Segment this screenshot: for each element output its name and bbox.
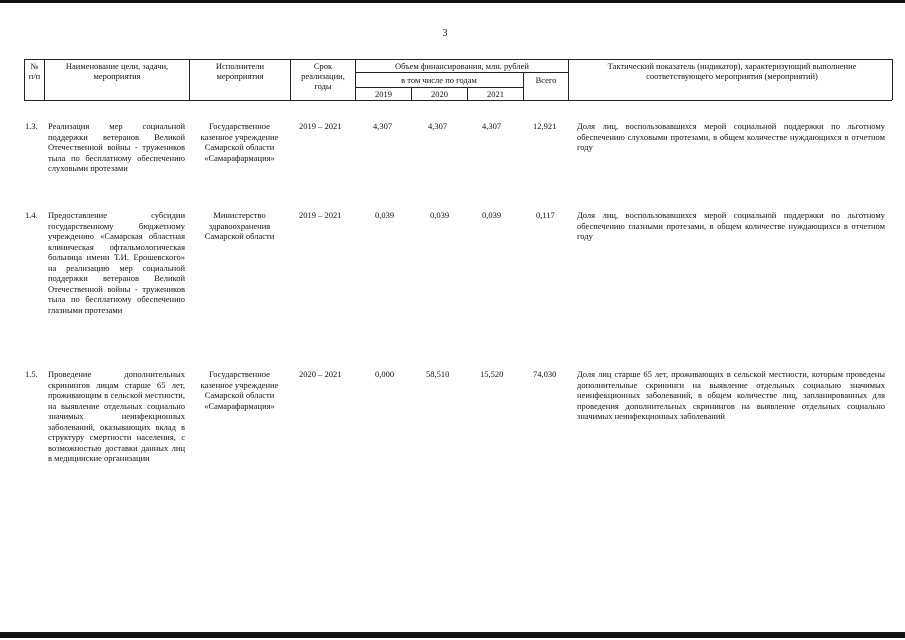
col-border-right <box>892 59 893 100</box>
row-value-2021: 4,307 <box>482 121 502 131</box>
row-value-total: 74,030 <box>533 369 557 379</box>
row-value-2019: 4,307 <box>373 121 393 131</box>
header-bottom-rule <box>24 100 892 101</box>
row-term: 2019 – 2021 <box>299 210 342 220</box>
row-indicator: Доля лиц, воспользовавшихся мерой социальной поддержки по льготному обеспечению глазными протезами, в общем количестве нуждающихся в отчетном году <box>577 210 885 241</box>
header-year-2021: 2021 <box>487 89 504 99</box>
row-number: 1.3. <box>25 121 38 131</box>
col-border-total <box>568 59 569 100</box>
header-by-years: в том числе по годам <box>401 75 477 85</box>
col-border-exec <box>290 59 291 100</box>
row-value-total: 12,921 <box>533 121 557 131</box>
header-subrule-years <box>355 72 568 73</box>
row-executor: Государственное казенное учреждение Самарской области «Самарафармация» <box>200 121 279 163</box>
row-number: 1.4. <box>25 210 38 220</box>
header-total: Всего <box>535 75 557 85</box>
header-num: № п/п <box>28 61 41 81</box>
row-name: Реализация мер социальной поддержки ветеранов Великой Отечественной войны - тружеников тыла по бесплатному обеспечению слуховыми протезами <box>48 121 185 173</box>
header-subrule-yearcells <box>355 87 523 88</box>
header-year-2019: 2019 <box>375 89 392 99</box>
row-indicator: Доля лиц, воспользовавшихся мерой социальной поддержки по льготному обеспечению слуховыми протезами, в общем количестве нуждающихся в отчетном году <box>577 121 885 152</box>
row-value-2020: 58,510 <box>426 369 450 379</box>
header-executors: Исполнители мероприятия <box>215 61 265 81</box>
row-value-2019: 0,039 <box>375 210 395 220</box>
header-year-2020: 2020 <box>431 89 448 99</box>
scan-edge-bottom <box>0 632 905 638</box>
col-border-name <box>189 59 190 100</box>
header-term-text: Срок реализации, годы <box>301 61 345 91</box>
row-name: Проведение дополнительных скринингов лицам старше 65 лет, проживающим в сельской местности, на выявление отдельных социально значимых неинфекционных заболеваний, оказывающих вклад в структуру смертности населения, с возможностью доставки данных лиц в медицинские организации <box>48 369 185 463</box>
row-term: 2020 – 2021 <box>299 369 342 379</box>
row-indicator: Доля лиц старше 65 лет, проживающих в сельской местности, которым проведены дополнительные скрининги на выявление отдельных социально значимых неинфекционных заболеваний, в общем количестве лиц, запланированных для проведения дополнительных скринингов на выявление отдельных социально значимых неинфекционных заболеваний <box>577 369 885 421</box>
row-executor: Министерство здравоохранения Самарской области <box>204 210 275 241</box>
header-top-rule <box>24 59 892 60</box>
row-value-2021: 15,520 <box>480 369 504 379</box>
row-value-total: 0,117 <box>536 210 555 220</box>
col-border-num <box>44 59 45 100</box>
page-number: 3 <box>442 28 448 39</box>
header-name: Наименование цели, задачи, мероприятия <box>65 61 169 81</box>
header-funding: Объем финансирования, млн. рублей <box>395 61 529 71</box>
row-executor: Государственное казенное учреждение Самарской области «Самарафармация» <box>200 369 279 411</box>
row-value-2020: 4,307 <box>428 121 448 131</box>
row-value-2019: 0,000 <box>375 369 395 379</box>
scan-edge-top <box>0 0 905 3</box>
header-indicator: Тактический показатель (индикатор), характеризующий выполнение соответствующего мероприятия (мероприятий) <box>607 61 857 81</box>
row-value-2020: 0,039 <box>430 210 450 220</box>
row-number: 1.5. <box>25 369 38 379</box>
row-term: 2019 – 2021 <box>299 121 342 131</box>
row-value-2021: 0,039 <box>482 210 502 220</box>
row-name: Предоставление субсидии государственному бюджетному учреждению «Самарская областная клиническая офтальмологическая больница имени Т.И. Ерошевского» на реализацию мер социальной поддержки ветеранов Великой Отечественной войны - тружеников тыла по бесплатному обеспечению глазными протезами <box>48 210 185 315</box>
